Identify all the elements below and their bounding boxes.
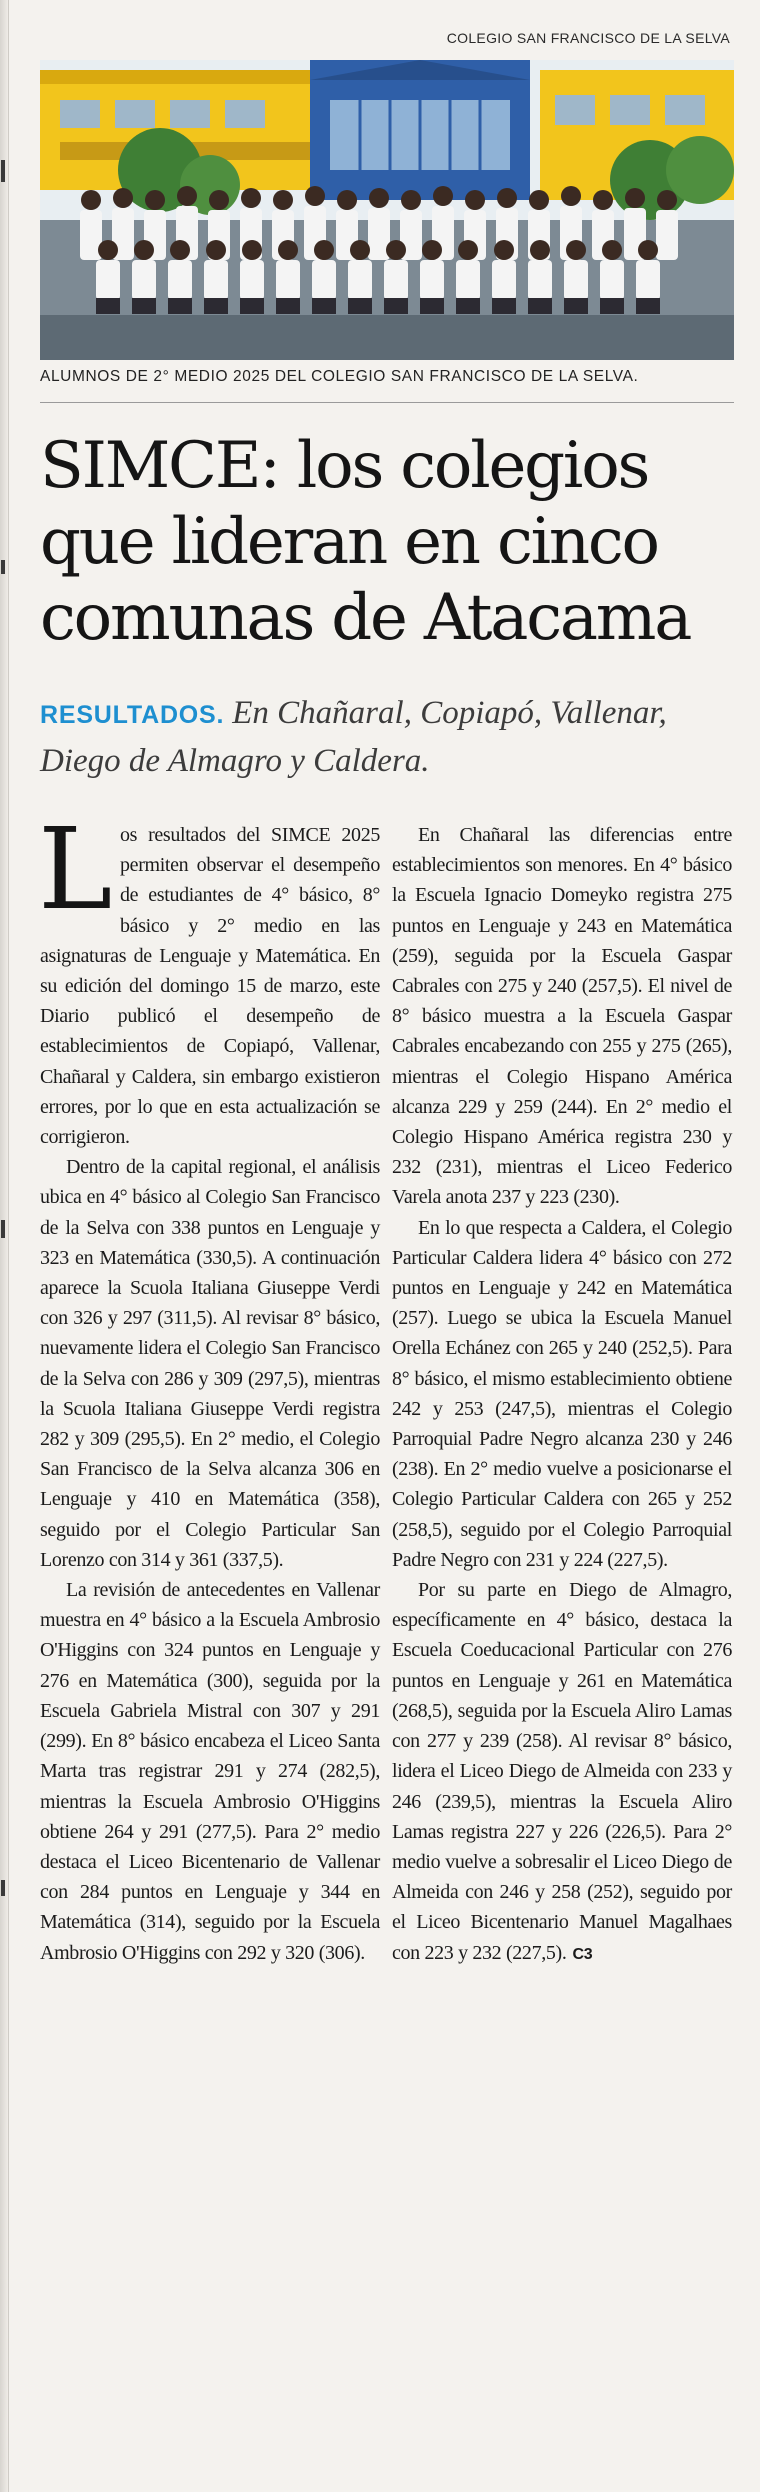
paragraph-text: Por su parte en Diego de Almagro, específicamente en 4° básico, destaca la Escuela Coeducacional Particular con 276 puntos en Lenguaje y 261 en Matemática (268,5), seguida por la Escuela Aliro Lamas con 277 y 239 (258). Al revisar 8° básico, lidera el Liceo Diego de Almeida con 233 y 246 (239,5), mientras la Escuela Aliro Lamas registra 227 y 226 (226,5). Para 2° medio vuelve a sobresalir el Liceo Diego de Almeida con 246 y 258 (252), seguido por el Liceo Bicentenario Manuel Magalhaes con 223 y 232 (227,5). <box>392 1579 732 1964</box>
end-mark: C3 <box>572 1945 593 1963</box>
deck <box>40 690 740 784</box>
group-photo-illustration <box>40 60 734 360</box>
article-column-right <box>392 820 732 1970</box>
divider <box>40 402 734 403</box>
headline <box>40 428 740 656</box>
gutter-mark <box>1 160 5 182</box>
headline-line-1: SIMCE: los colegios <box>40 429 649 503</box>
paragraph: En Chañaral las diferencias entre establecimientos son menores. En 4° básico la Escuela Ignacio Domeyko registra 275 puntos en Lenguaje y 243 en Matemática (259), seguida por la Escuela Gaspar Cabrales con 275 y 240 (257,5). El nivel de 8° básico muestra a la Escuela Gaspar Cabrales encabezando con 255 y 275 (265), mientras el Colegio Hispano América alcanza 229 y 259 (244). En 2° medio el Colegio Hispano América registra 230 y 232 (231), mientras el Liceo Federico Varela anota 237 y 223 (230). <box>392 824 732 1209</box>
paragraph <box>38 805 380 1152</box>
photo-caption: ALUMNOS DE 2° MEDIO 2025 DEL COLEGIO SAN FRANCISCO DE LA SELVA. <box>40 368 639 385</box>
page-gutter-edge <box>0 0 9 2492</box>
paragraph <box>392 1575 732 1970</box>
gutter-mark <box>1 1880 5 1896</box>
paragraph: En lo que respecta a Caldera, el Colegio Particular Caldera lidera 4° básico con 272 puntos en Lenguaje y 242 en Matemática (257). Luego se ubica la Escuela Manuel Orella Echánez con 265 y 240 (252,5). Para 8° básico, el mismo establecimiento obtiene 242 y 253 (247,5), mientras el Colegio Parroquial Padre Negro alcanza 230 y 246 (238). En 2° medio vuelve a posicionarse el Colegio Particular Caldera con 265 y 252 (258,5), seguido por el Colegio Parroquial Padre Negro con 231 y 224 (227,5). <box>392 1216 732 1571</box>
article-column-left <box>38 805 380 1968</box>
paragraph: Dentro de la capital regional, el análisis ubica en 4° básico al Colegio San Francisco de la Selva con 338 puntos en Lenguaje y 323 en Matemática (330,5). A continuación aparece la Scuola Italiana Giuseppe Verdi con 326 y 297 (311,5). Al revisar 8° básico, nuevamente lidera el Colegio San Francisco de la Selva con 286 y 309 (297,5), mientras la Scuola Italiana Giuseppe Verdi registra 282 y 309 (295,5). En 2° medio, el Colegio San Francisco de la Selva alcanza 306 en Lenguaje y 410 en Matemática (358), seguido por el Colegio Particular San Lorenzo con 314 y 361 (337,5). <box>40 1156 380 1571</box>
headline-line-2: que lideran en cinco <box>40 505 658 579</box>
deck-text: En Chañaral, Copiapó, Vallenar, Diego de Almagro y Caldera. <box>40 695 667 779</box>
paragraph: La revisión de antecedentes en Vallenar muestra en 4° básico a la Escuela Ambrosio O'Higgins con 324 puntos en Lenguaje y 276 en Matemática (300), seguida por la Escuela Gabriela Mistral con 307 y 291 (299). En 8° básico encabeza el Liceo Santa Marta tras registrar 291 y 274 (282,5), mientras la Escuela Ambrosio O'Higgins obtiene 264 y 291 (277,5). Para 2° medio destaca el Liceo Bicentenario de Vallenar con 284 puntos en Lenguaje y 344 en Matemática (314), seguido por la Escuela Ambrosio O'Higgins con 292 y 320 (306). <box>40 1579 380 1964</box>
gutter-mark <box>1 560 5 574</box>
group-photo <box>40 60 734 360</box>
drop-cap: L <box>38 805 113 935</box>
gutter-mark <box>1 1220 5 1238</box>
deck-kicker: RESULTADOS. <box>40 701 225 729</box>
paragraph-text: os resultados del SIMCE 2025 permiten observar el desempeño de estudiantes de 4° básico, 8° básico y 2° medio en las asignaturas de Lenguaje y Matemática. En su edición del domingo 15 de marzo, este Diario publicó el desempeño de establecimientos de Copiapó, Vallenar, Chañaral y Caldera, sin embargo existieron errores, por lo que en esta actualización se corrigieron. <box>40 824 380 1149</box>
publication-header: COLEGIO SAN FRANCISCO DE LA SELVA <box>446 30 730 46</box>
headline-line-3: comunas de Atacama <box>40 581 691 655</box>
